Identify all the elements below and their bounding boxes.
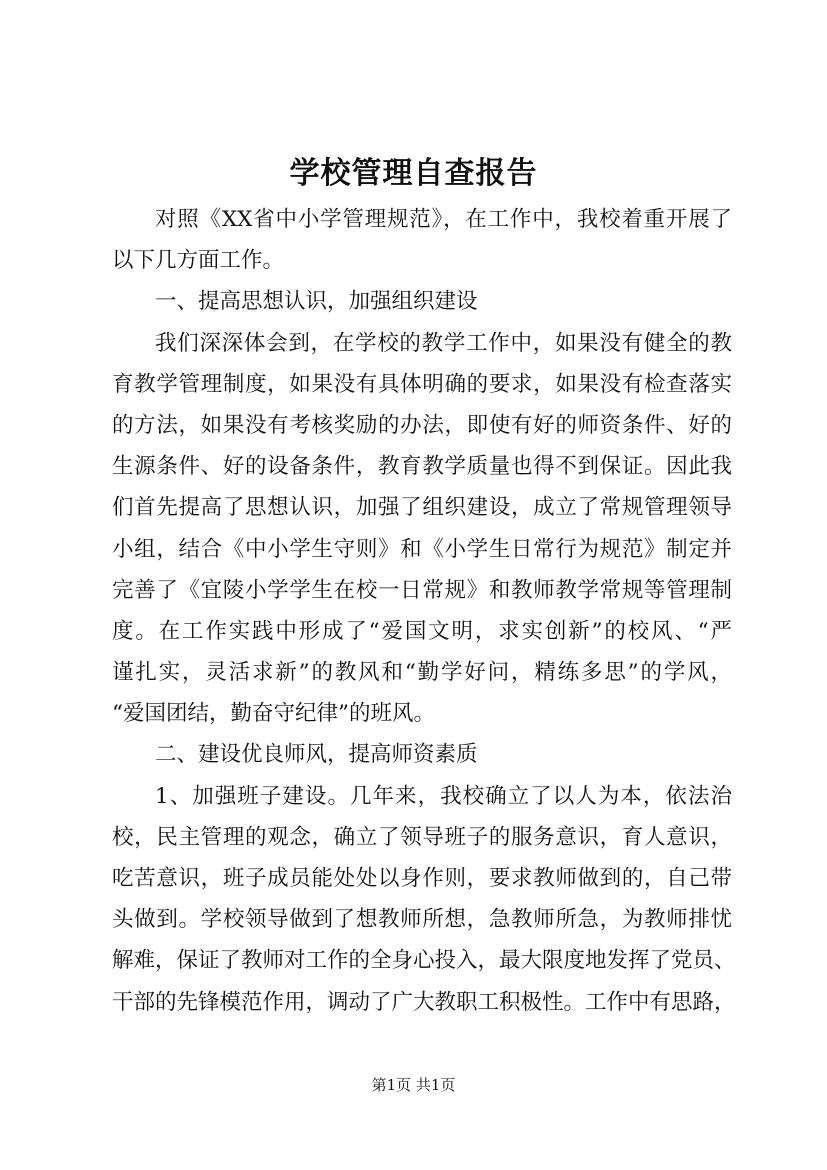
body-text-line: “爱国团结，勤奋守纪律”的班风。	[112, 701, 435, 727]
document-title: 学校管理自查报告	[289, 156, 538, 191]
body-text-line: 校，民主管理的观念，确立了领导班子的服务意识，育人意识，	[112, 824, 732, 850]
body-text-line: 解难，保证了教师对工作的全身心投入，最大限度地发挥了党员、	[112, 948, 736, 974]
body-text-line: 我们深深体会到，在学校的教学工作中，如果没有健全的教	[155, 330, 732, 356]
body-text-line: 吃苦意识，班子成员能处处以身作则，要求教师做到的，自己带	[112, 866, 732, 891]
document-body	[112, 199, 736, 1023]
body-text-line: 谨扎实，灵活求新”的教风和“勤学好问，精练多思”的学风，	[112, 660, 732, 686]
body-text-line: 育教学管理制度，如果没有具体明确的要求，如果没有检查落实	[112, 371, 732, 397]
body-text-line: 1、加强班子建设。几年来，我校确立了以人为本，依法治	[155, 783, 732, 809]
body-text-line: 二、建设优良师风，提高师资素质	[155, 742, 478, 768]
body-text-line: 度。在工作实践中形成了“爱国文明，求实创新”的校风、“严	[112, 618, 732, 644]
body-text-line: 完善了《宜陵小学学生在校一日常规》和教师教学常规等管理制	[112, 577, 732, 603]
body-text-line: 以下几方面工作。	[112, 248, 285, 274]
body-text-line: 的方法，如果没有考核奖励的办法，即使有好的师资条件、好的	[112, 412, 732, 438]
body-text-line: 头做到。学校领导做到了想教师所想，急教师所急，为教师排忧	[112, 907, 732, 933]
body-text-line: 对照《XX省中小学管理规范》，在工作中，我校着重开展了	[155, 207, 732, 232]
page-footer: 第1页 共1页	[371, 1076, 456, 1094]
body-text-line: 一、提高思想认识，加强组织建设	[155, 289, 478, 315]
body-text-line: 们首先提高了思想认识，加强了组织建设，成立了常规管理领导	[112, 495, 732, 521]
body-text-line: 生源条件、好的设备条件，教育教学质量也得不到保证。因此我	[112, 454, 732, 480]
body-text-line: 干部的先锋模范作用，调动了广大教职工积极性。工作中有思路，	[112, 989, 736, 1015]
body-text-line: 小组，结合《中小学生守则》和《小学生日常行为规范》制定并	[112, 536, 732, 562]
